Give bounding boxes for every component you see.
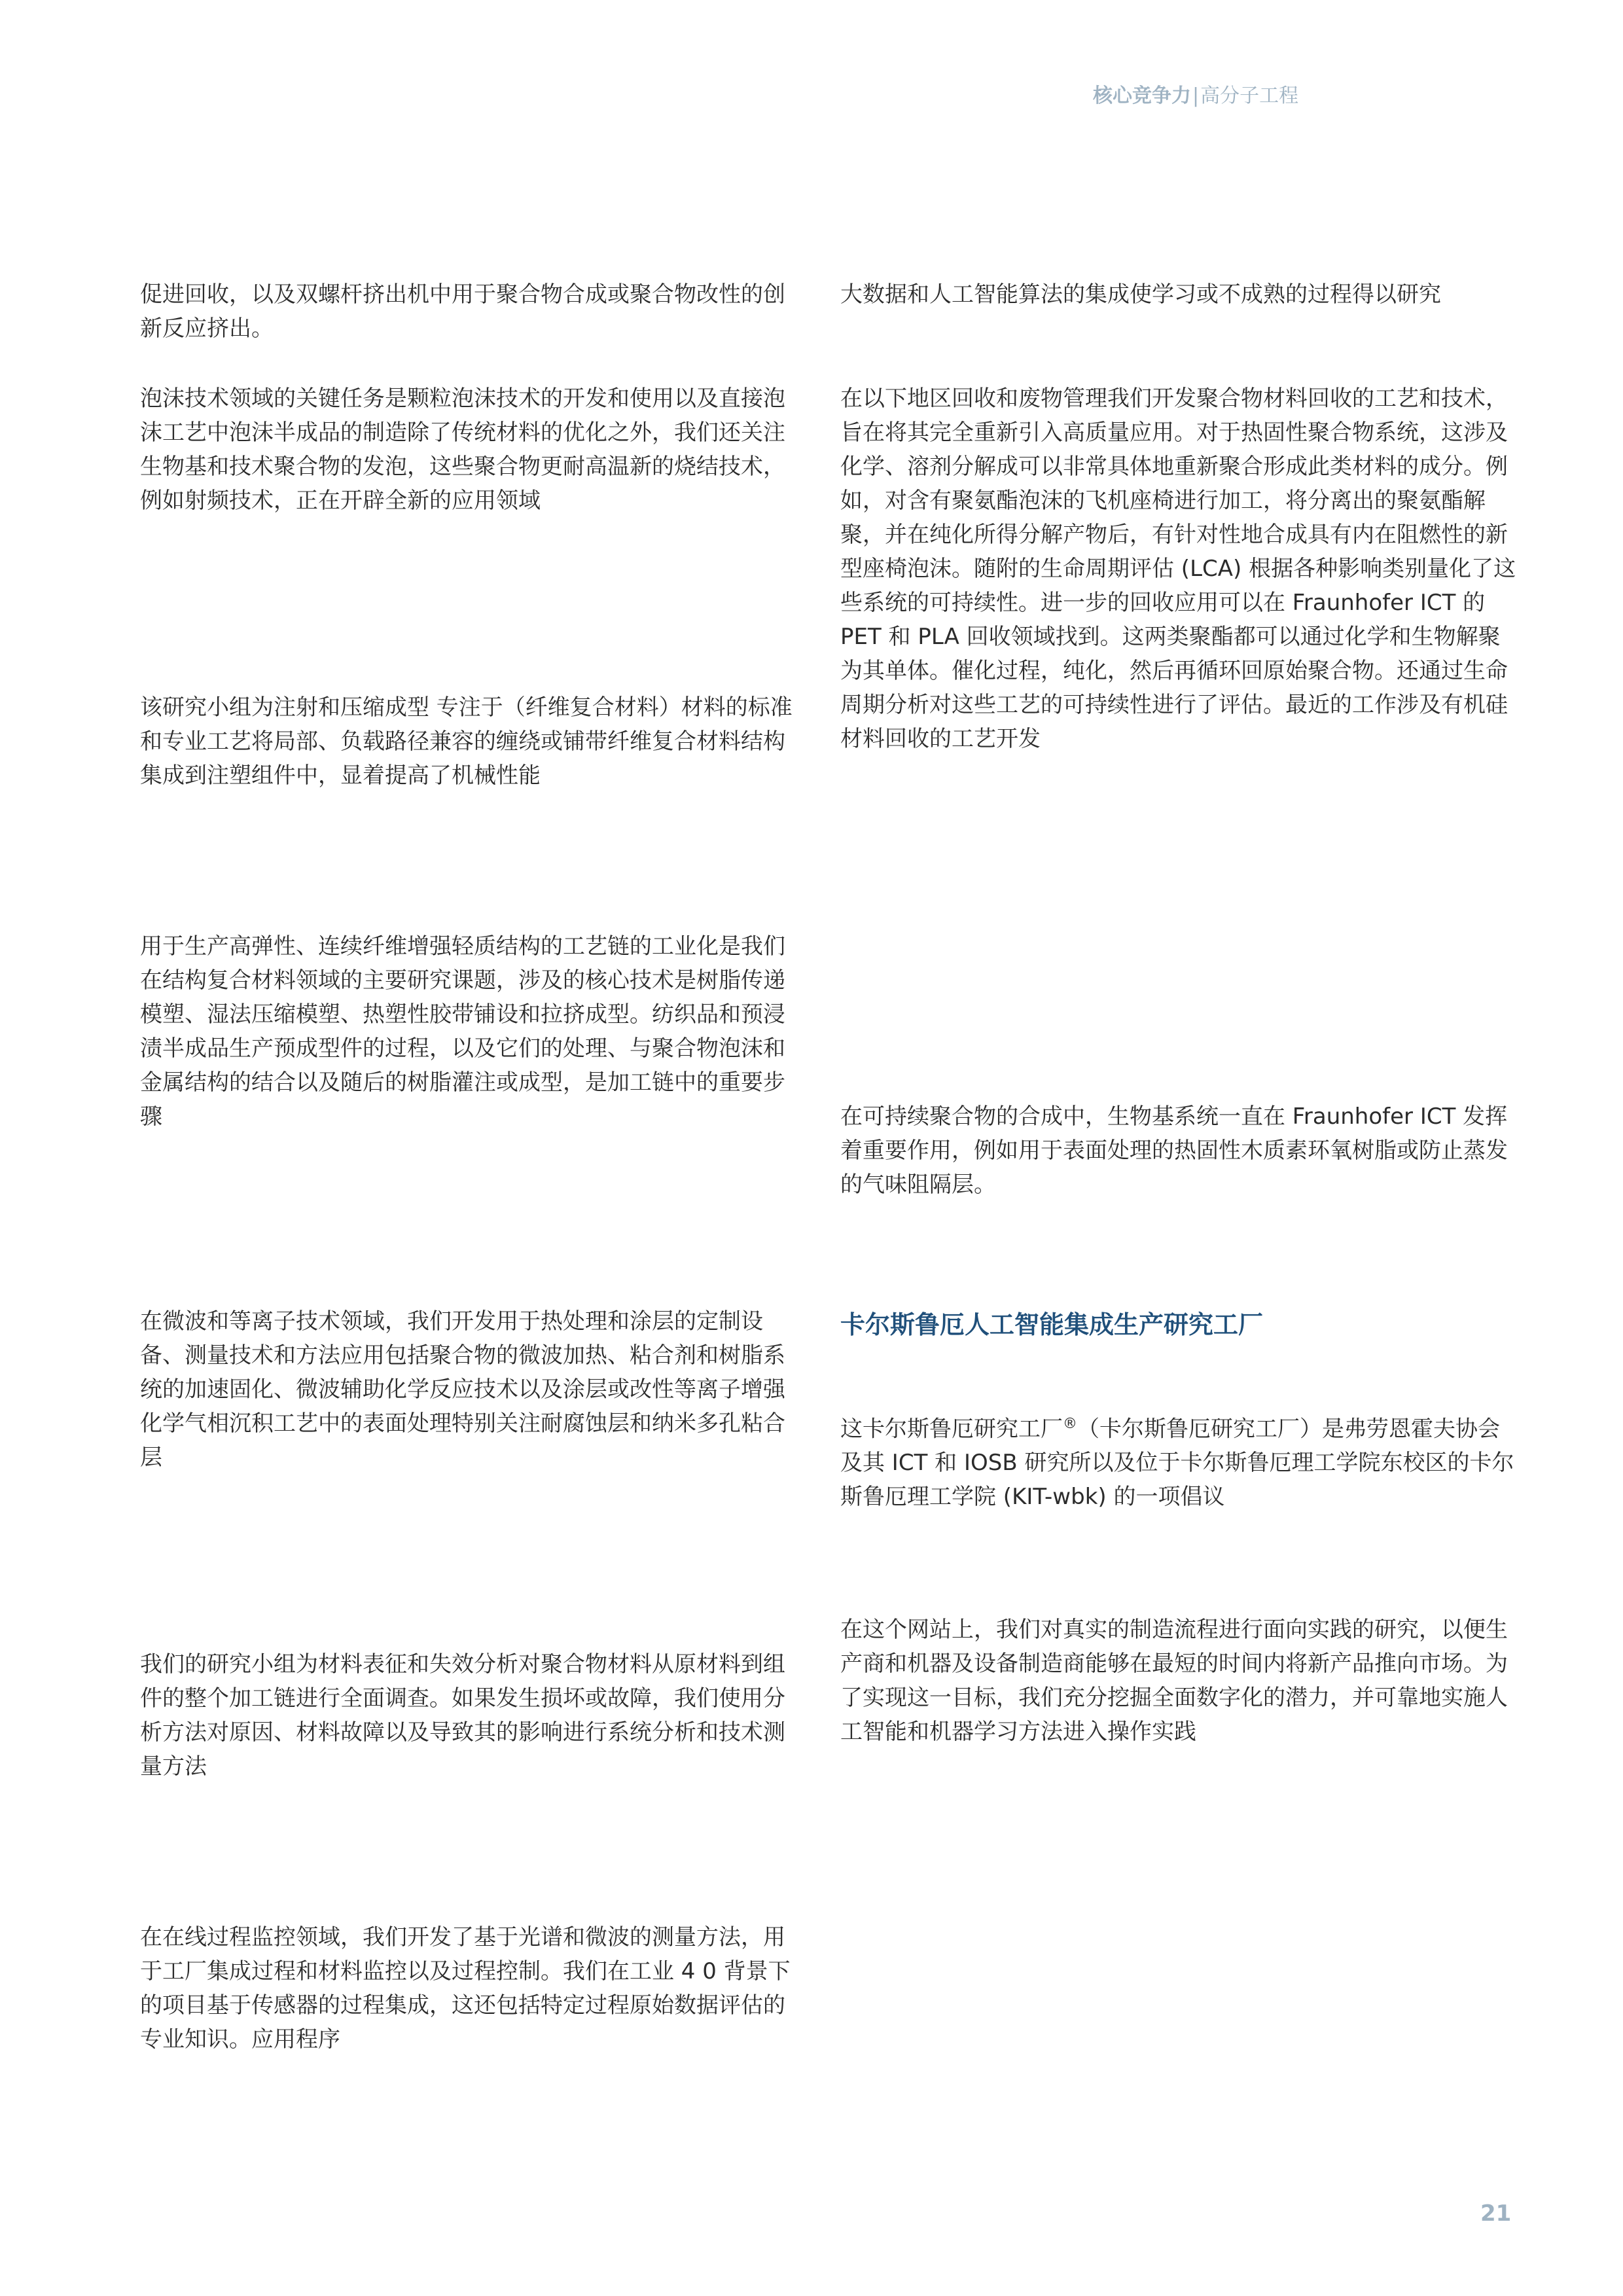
left-paragraph-7: 在在线过程监控领域，我们开发了基于光谱和微波的测量方法，用于工厂集成过程和材料监控以及过程控制。我们在工业 4 0 背景下的项目基于传感器的过程集成，这还包括特定过程原始数据评估的专业知识。应用程序 <box>140 1924 791 2053</box>
right-paragraph-1: 大数据和人工智能算法的集成使学习或不成熟的过程得以研究 <box>840 281 1441 308</box>
left-paragraph-5: 在微波和等离子技术领域，我们开发用于热处理和涂层的定制设备、测量技术和方法应用包括聚合物的微波加热、粘合剂和树脂系统的加速固化、微波辅助化学反应技术以及涂层或改性等离子增强化学气相沉积工艺中的表面处理特别关注耐腐蚀层和纳米多孔粘合层 <box>140 1308 785 1471</box>
factory-intro-part-2: （卡尔斯鲁厄研究工厂）是弗劳恩霍夫协会及其 ICT 和 IOSB 研究所以及位于卡尔斯鲁厄理工学院东校区的卡尔斯鲁厄理工学院 (KIT-wbk) 的一项倡议 <box>840 1416 1514 1511</box>
factory-intro-paragraph <box>840 1407 1521 1514</box>
factory-practice-paragraph: 在这个网站上，我们对真实的制造流程进行面向实践的研究，以便生产商和机器及设备制造商能够在最短的时间内将新产品推向市场。为了实现这一目标，我们充分挖掘全面数字化的潜力，并可靠地实施人工智能和机器学习方法进入操作实践 <box>840 1617 1508 1745</box>
header-subsection: 高分子工程 <box>1200 84 1299 107</box>
header-separator: | <box>1192 84 1200 107</box>
page-number: 21 <box>1480 2200 1512 2227</box>
registered-mark: ® <box>1063 1416 1077 1432</box>
running-header <box>1093 79 1298 108</box>
section-heading: 卡尔斯鲁厄人工智能集成生产研究工厂 <box>840 1310 1264 1339</box>
left-paragraph-3: 该研究小组为注射和压缩成型 专注于（纤维复合材料）材料的标准和专业工艺将局部、负载路径兼容的缠绕或铺带纤维复合材料结构集成到注塑组件中，显着提高了机械性能 <box>140 694 793 789</box>
header-section: 核心竞争力 <box>1093 84 1191 107</box>
factory-intro-part-1: 这卡尔斯鲁厄研究工厂 <box>840 1416 1063 1443</box>
left-paragraph-4: 用于生产高弹性、连续纤维增强轻质结构的工艺链的工业化是我们在结构复合材料领域的主要研究课题，涉及的核心技术是树脂传递模塑、湿法压缩模塑、热塑性胶带铺设和拉挤成型。纺织品和预浸渍半成品生产预成型件的过程，以及它们的处理、与聚合物泡沫和金属结构的结合以及随后的树脂灌注或成型，是加工链中的重要步骤 <box>140 933 785 1130</box>
right-paragraph-3: 在可持续聚合物的合成中，生物基系统一直在 Fraunhofer ICT 发挥着重要作用，例如用于表面处理的热固性木质素环氧树脂或防止蒸发的气味阻隔层。 <box>840 1103 1508 1198</box>
left-paragraph-6: 我们的研究小组为材料表征和失效分析对聚合物材料从原材料到组件的整个加工链进行全面调查。如果发生损坏或故障，我们使用分析方法对原因、材料故障以及导致其的影响进行系统分析和技术测量方法 <box>140 1651 785 1780</box>
right-paragraph-2: 在以下地区回收和废物管理我们开发聚合物材料回收的工艺和技术，旨在将其完全重新引入高质量应用。对于热固性聚合物系统，这涉及化学、溶剂分解成可以非常具体地重新聚合形成此类材料的成分。例如，对含有聚氨酯泡沫的飞机座椅进行加工，将分离出的聚氨酯解聚，并在纯化所得分解产物后，有针对性地合成具有内在阻燃性的新型座椅泡沫。随附的生命周期评估 (LCA) 根据各种影响类别量化了这些系统的可持续性。进一步的回收应用可以在 Fraunhofer ICT 的 PET 和 PLA 回收领域找到。这两类聚酯都可以通过化学和生物解聚为其单体。催化过程，纯化，然后再循环回原始聚合物。还通过生命周期分析对这些工艺的可持续性进行了评估。最近的工作涉及有机硅材料回收的工艺开发 <box>840 386 1516 752</box>
left-paragraph-1: 促进回收，以及双螺杆挤出机中用于聚合物合成或聚合物改性的创新反应挤出。 <box>140 281 785 342</box>
left-paragraph-2: 泡沫技术领域的关键任务是颗粒泡沫技术的开发和使用以及直接泡沫工艺中泡沫半成品的制造除了传统材料的优化之外，我们还关注生物基和技术聚合物的发泡，这些聚合物更耐高温新的烧结技术，例如射频技术，正在开辟全新的应用领域 <box>140 386 785 514</box>
